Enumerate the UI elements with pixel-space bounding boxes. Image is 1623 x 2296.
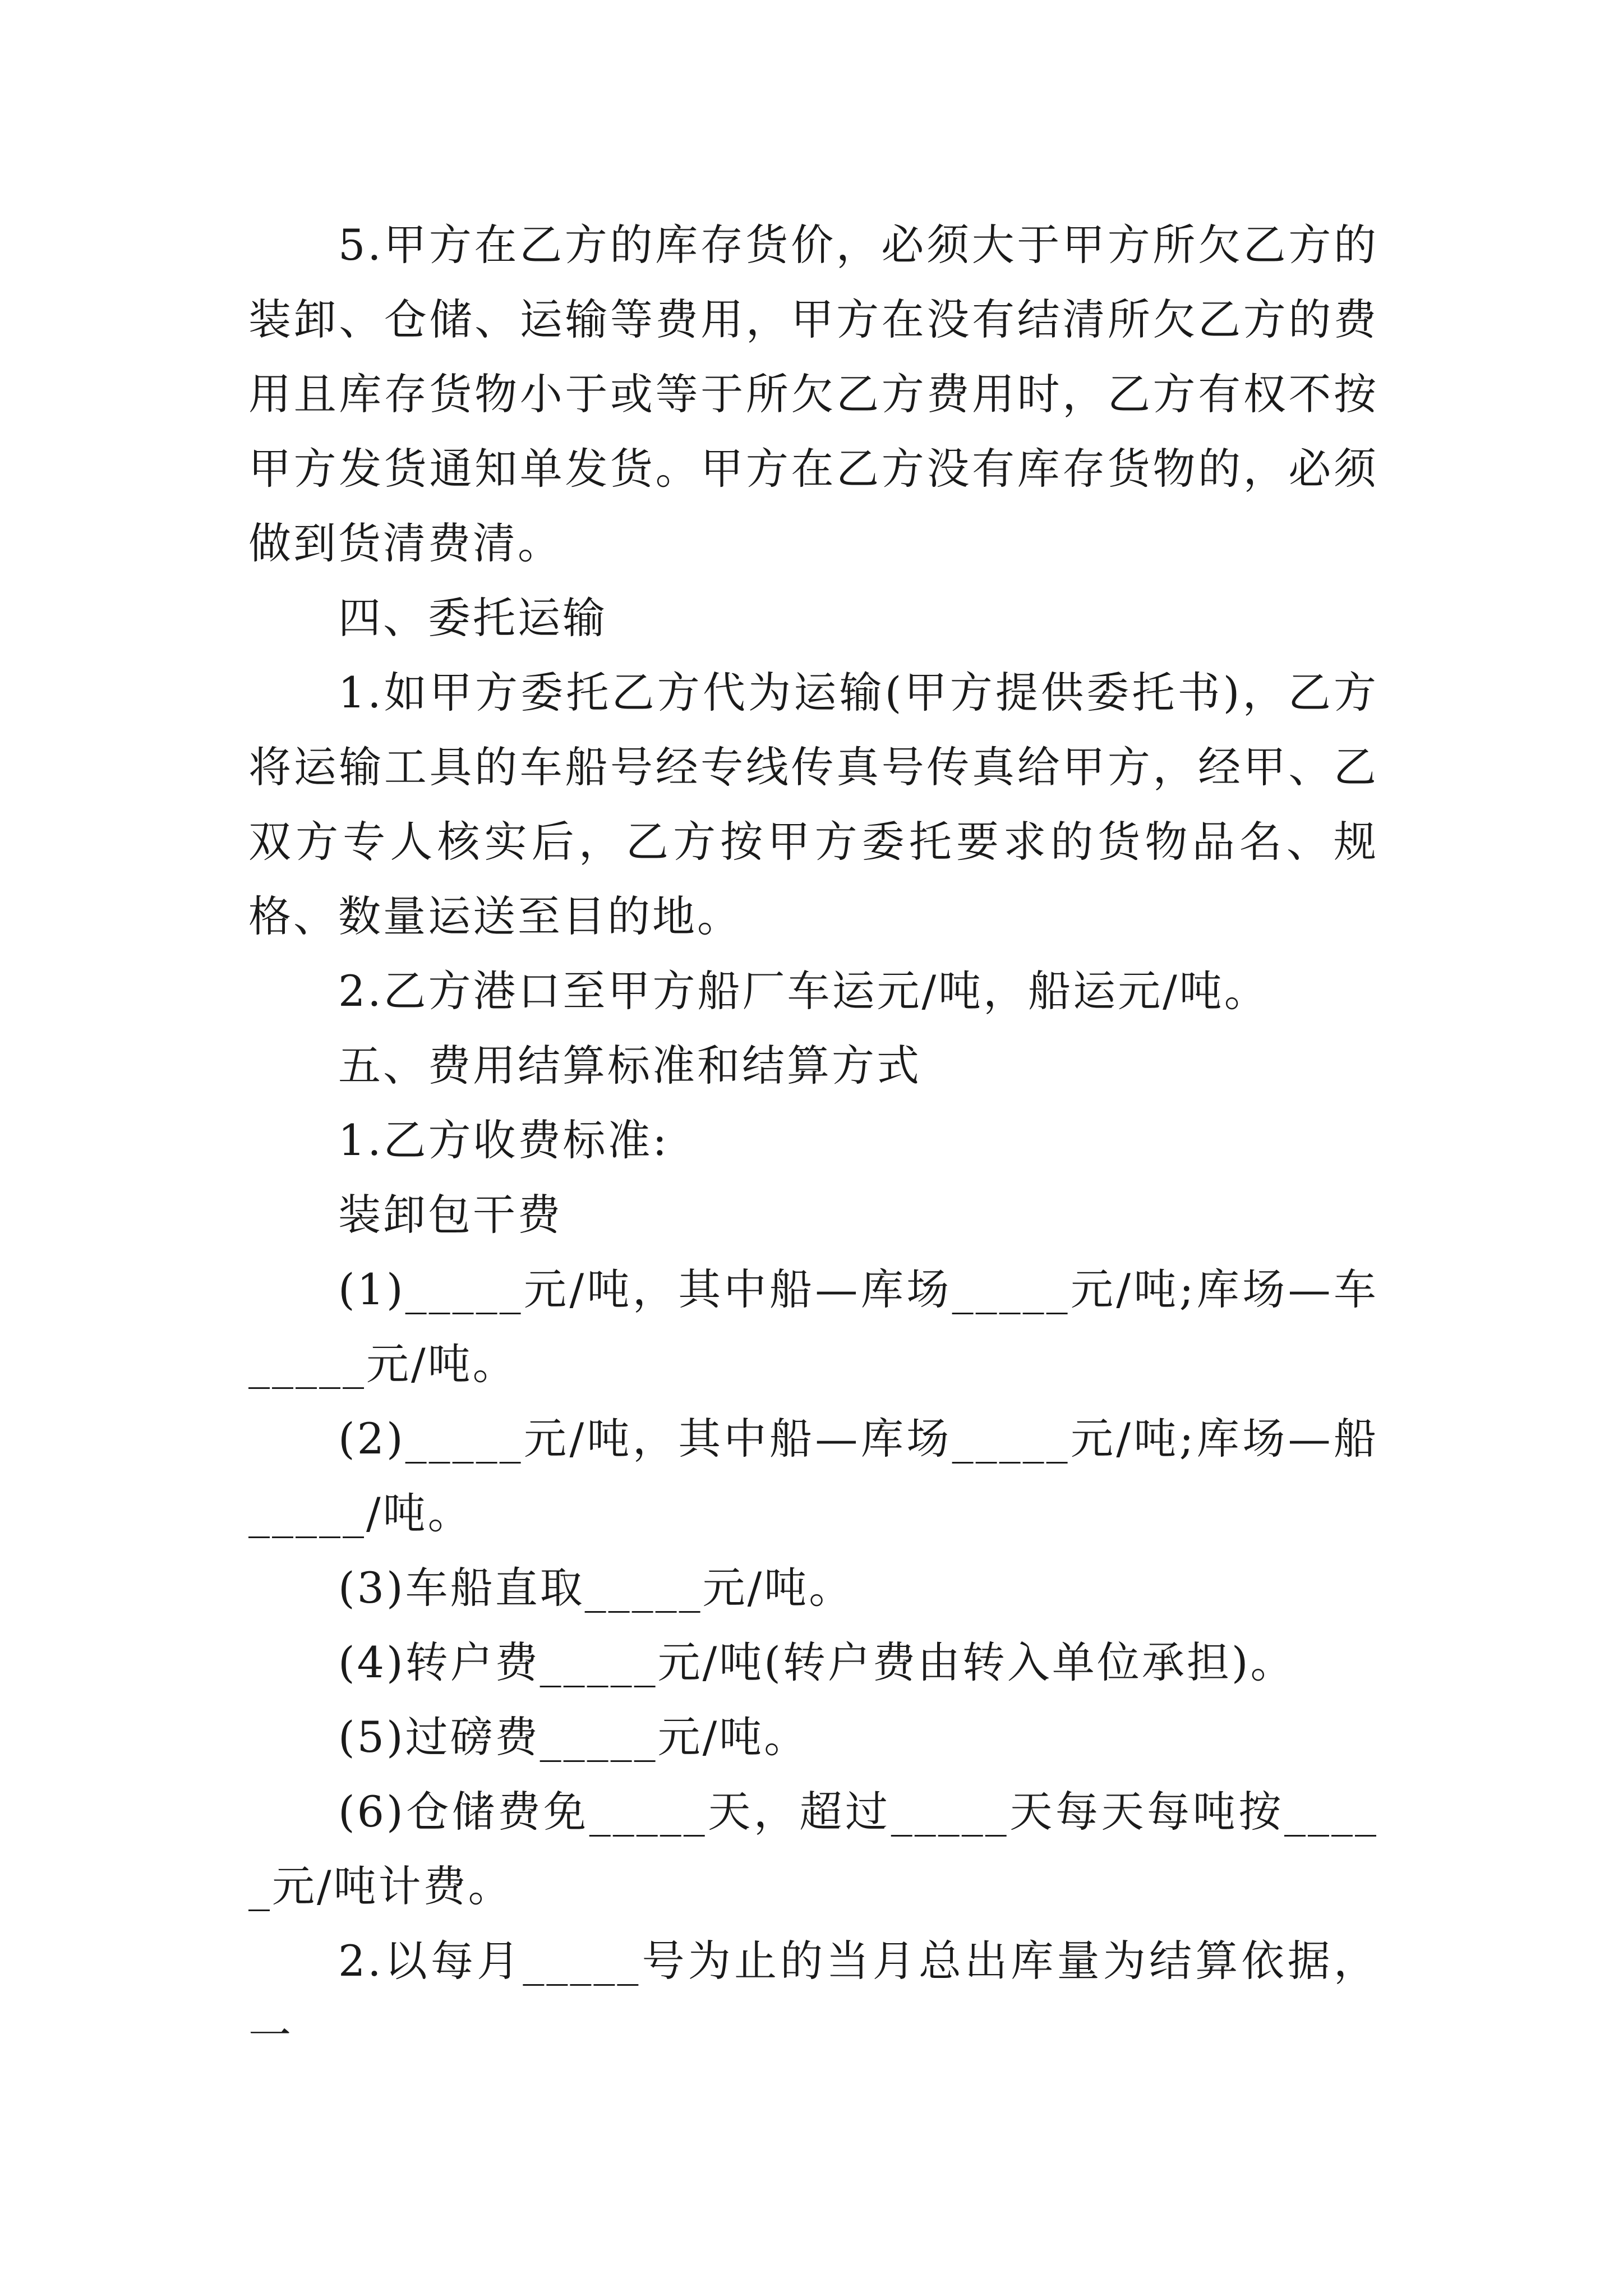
paragraph-transport-clause-1: 1.如甲方委托乙方代为运输(甲方提供委托书)，乙方将运输工具的车船号经专线传真号传真给甲方，经甲、乙双方专人核实后，乙方按甲方委托要求的货物品名、规格、数量运送至目的地。: [248, 668, 1378, 941]
paragraph-transport-clause-2: 2.乙方港口至甲方船厂车运元/吨，船运元/吨。: [338, 966, 1269, 1016]
paragraph-handling-fee: 装卸包干费: [338, 1190, 562, 1240]
fee-item-3: (3)车船直取_____元/吨。: [338, 1563, 854, 1613]
document-body: [248, 208, 1378, 2073]
fee-item-1: (1)_____元/吨，其中船—库场_____元/吨;库场—车_____元/吨。: [248, 1264, 1378, 1389]
paragraph-fee-standard: 1.乙方收费标准:: [338, 1115, 670, 1165]
fee-item-6: (6)仓储费免_____天，超过_____天每天每吨按_____元/吨计费。: [248, 1787, 1378, 1911]
paragraph-settlement-basis: 2.以每月_____号为止的当月总出库量为结算依据，一: [248, 1936, 1378, 2060]
section-heading-entrusted-transport: 四、委托运输: [338, 593, 607, 643]
fee-item-5: (5)过磅费_____元/吨。: [338, 1712, 809, 1762]
fee-item-2: (2)_____元/吨，其中船—库场_____元/吨;库场—船_____/吨。: [248, 1414, 1378, 1538]
section-heading-fee-settlement: 五、费用结算标准和结算方式: [338, 1041, 921, 1091]
fee-item-4: (4)转户费_____元/吨(转户费由转入单位承担)。: [338, 1637, 1295, 1687]
paragraph-inventory-clause: 5.甲方在乙方的库存货价，必须大于甲方所欠乙方的装卸、仓储、运输等费用，甲方在没有结清所欠乙方的费用且库存货物小于或等于所欠乙方费用时，乙方有权不按甲方发货通知单发货。甲方在乙方没有库存货物的，必须做到货清费清。: [248, 220, 1378, 568]
